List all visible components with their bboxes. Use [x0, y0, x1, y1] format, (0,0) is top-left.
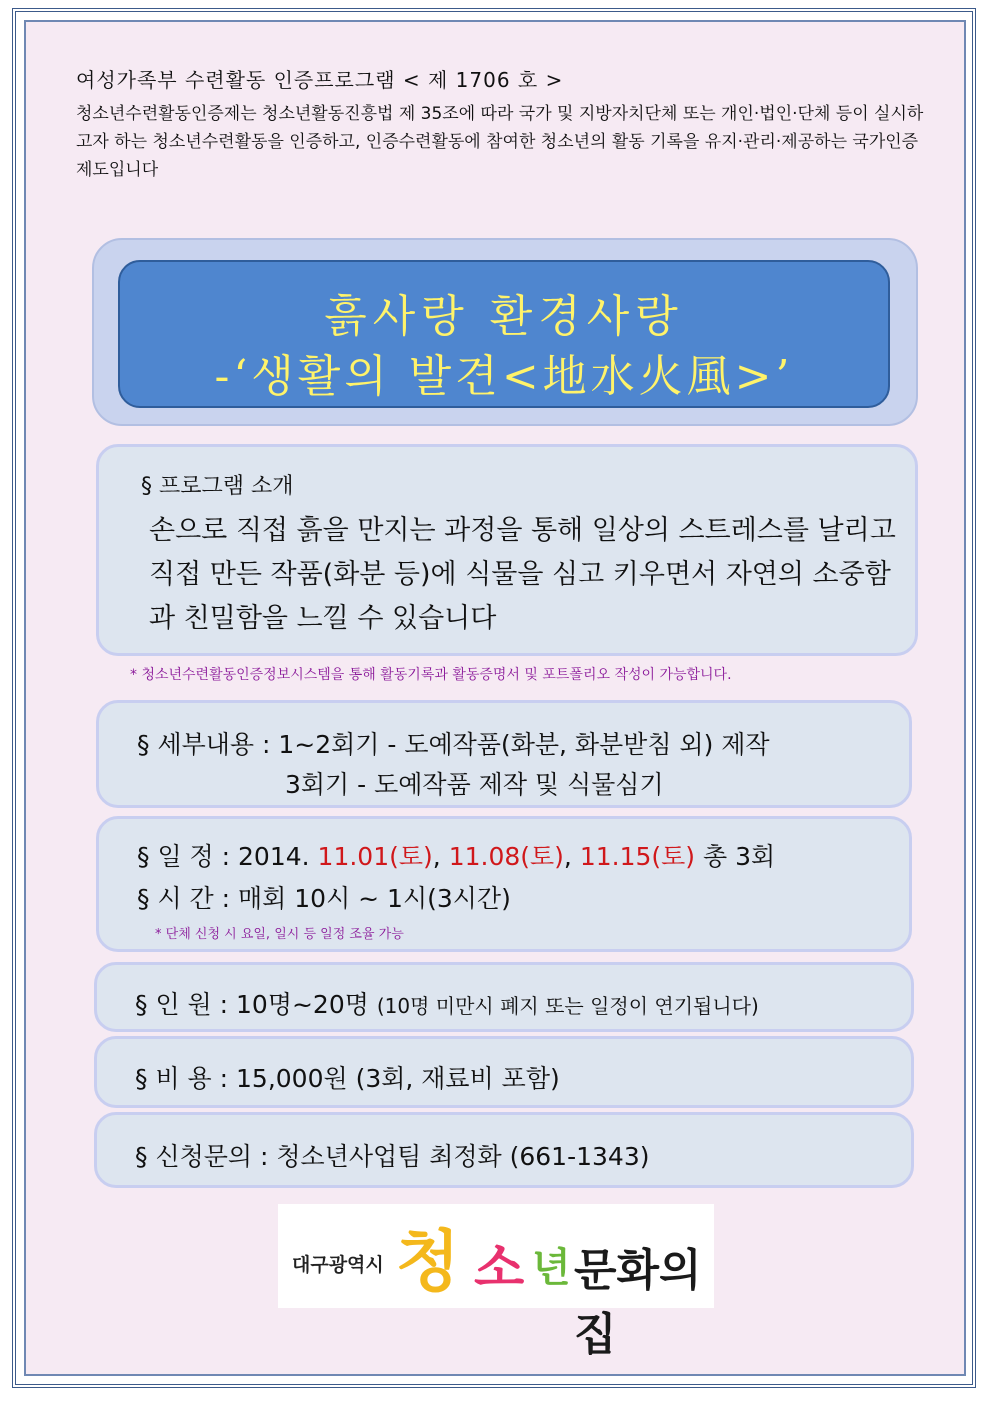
people-label: § 인 원 : 10명~20명	[135, 990, 369, 1019]
cost-label: § 비 용 : 15,000원 (3회, 재료비 포함)	[135, 1064, 560, 1093]
logo-rest: 문화의집	[574, 1245, 702, 1360]
logo-city: 대구광역시	[292, 1254, 384, 1276]
schedule-date-3: 11.15(토)	[579, 842, 696, 871]
people-row	[135, 985, 759, 1021]
contact-card	[94, 1112, 914, 1188]
certification-note: * 청소년수련활동인증정보시스템을 통해 활동기록과 활동증명서 및 포트폴리오 작성이 가능합니다.	[130, 667, 732, 683]
schedule-date-2: 11.08(토)	[448, 842, 564, 871]
schedule-note: * 단체 신청 시 요일, 일시 등 일정 조율 가능	[155, 927, 404, 942]
schedule-card	[96, 816, 912, 952]
people-extra: (10명 미만시 폐지 또는 일정이 연기됩니다)	[376, 994, 759, 1018]
logo-char-3: 년	[532, 1245, 571, 1291]
logo-char-2: 소	[474, 1239, 525, 1299]
title-box	[118, 260, 890, 408]
program-intro-card	[96, 444, 918, 656]
certification-number: 여성가족부 수련활동 인증프로그램 < 제 1706 호 >	[76, 68, 564, 92]
schedule-dates	[137, 837, 775, 873]
title-sub: -‘생활의 발견<地水火風>’	[214, 351, 794, 402]
title-main: 흙사랑 환경사랑	[324, 291, 684, 342]
program-intro-heading: § 프로그램 소개	[141, 474, 294, 499]
program-intro-body: 손으로 직접 흙을 만지는 과정을 통해 일상의 스트레스를 날리고 직접 만든 작품(화분 등)에 식물을 심고 키우면서 자연의 소중함과 친밀함을 느낄 수 있습니다	[149, 515, 896, 634]
logo-char-1: 청	[396, 1223, 460, 1300]
schedule-time: § 시 간 : 매회 10시 ~ 1시(3시간)	[137, 884, 511, 913]
detail-line-2: 3회기 - 도예작품 제작 및 식물심기	[285, 770, 664, 799]
certification-intro: 청소년수련활동인증제는 청소년활동진흥법 제 35조에 따라 국가 및 지방자치단체 또는 개인·법인·단체 등이 실시하고자 하는 청소년수련활동을 인증하고, 인증수련활동에 참여한 청소년의 활동 기록을 유지·관리·제공하는 국가인증제도입니다	[76, 104, 924, 180]
people-card	[94, 962, 914, 1032]
contact-label: § 신청문의 : 청소년사업팀 최정화 (661-1343)	[135, 1142, 650, 1171]
organization-logo	[278, 1204, 714, 1360]
detail-card	[96, 700, 912, 808]
detail-line-1: § 세부내용 : 1~2회기 - 도예작품(화분, 화분받침 외) 제작	[137, 730, 770, 759]
title-banner	[92, 238, 918, 426]
schedule-date-1: 11.01(토)	[317, 842, 433, 871]
schedule-sep-2: ,	[563, 842, 572, 871]
schedule-sep-1: ,	[432, 842, 441, 871]
cost-card	[94, 1036, 914, 1108]
schedule-prefix: § 일 정 : 2014.	[137, 842, 310, 871]
schedule-suffix: 총 3회	[703, 842, 776, 871]
